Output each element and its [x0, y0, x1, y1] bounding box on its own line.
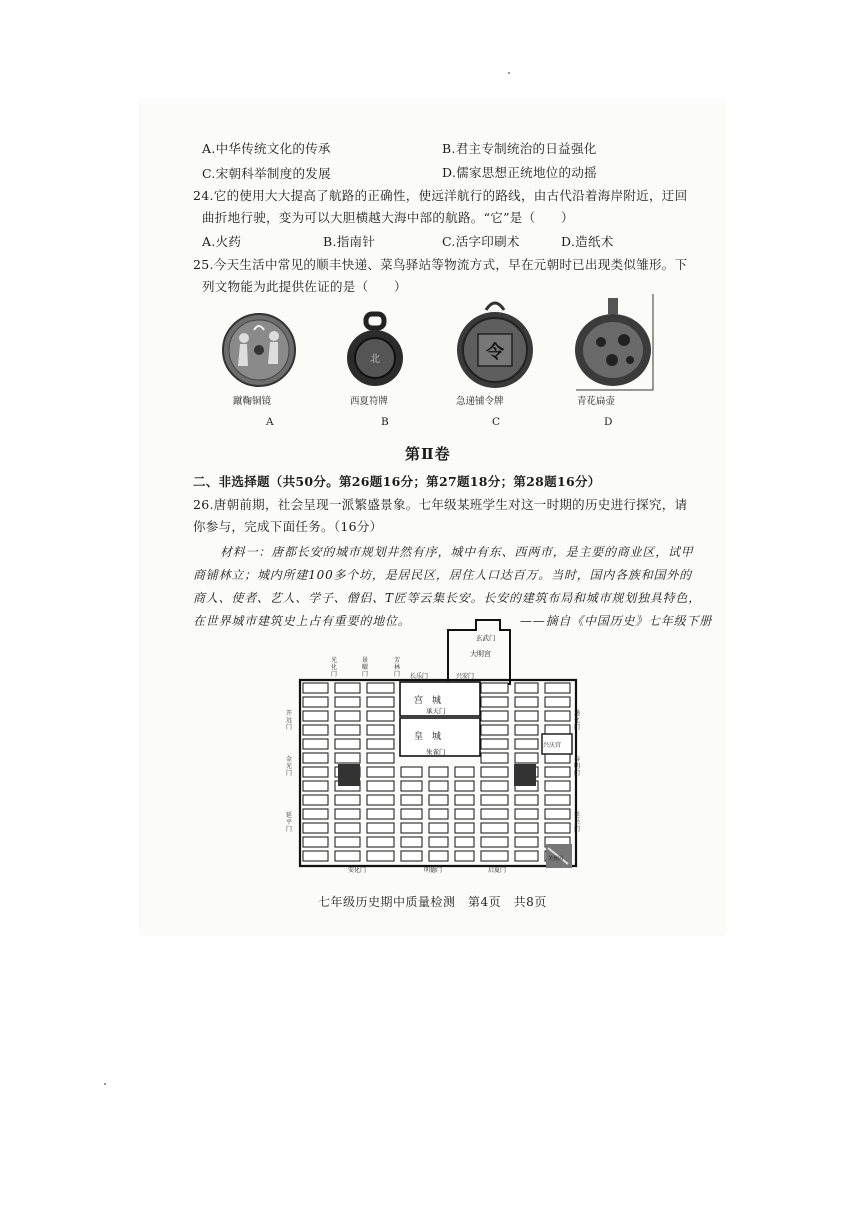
ward-block [455, 809, 474, 819]
q23-option-c: C.宋朝科举制度的发展 [202, 166, 331, 181]
ward-block [303, 767, 328, 777]
material1-line2: 商铺林立；城内所建100多个坊，是居民区，居住人口达百万。当时，国内各族和国外的 [193, 568, 692, 582]
ward-block [335, 795, 360, 805]
ward-block [455, 851, 474, 861]
ward-block [367, 767, 394, 777]
east-gate-tonghua: 通化门 [574, 710, 581, 731]
south-gate-anhua: 安化门 [348, 867, 367, 874]
changle-gate-label: 长乐门 [410, 673, 429, 680]
ward-block [303, 753, 328, 763]
ward-block [367, 683, 394, 693]
ward-block [545, 823, 570, 833]
ward-block [367, 781, 394, 791]
ward-block [481, 683, 508, 693]
furongyuan-label: 芙蓉园 [548, 856, 564, 862]
ward-block [455, 767, 474, 777]
ward-block [545, 781, 570, 791]
ward-block [401, 767, 422, 777]
ward-block [303, 711, 328, 721]
ward-block [335, 809, 360, 819]
ward-block [401, 809, 422, 819]
ward-block [515, 725, 538, 735]
ward-block [303, 837, 328, 847]
porcelain-flask-image [568, 294, 658, 394]
bronze-mirror-image [214, 310, 304, 390]
ward-block [303, 809, 328, 819]
ward-block [429, 767, 448, 777]
q25-line1: 25.今天生活中常见的顺丰快递、菜鸟驿站等物流方式，早在元朝时已出现类似雏形。下 [193, 257, 688, 272]
artifact-c-caption: 急递铺令牌 [456, 396, 504, 407]
q26-line1: 26.唐朝前期，社会呈现一派繁盛景象。七年级某班学生对这一时期的历史进行探究，请 [193, 497, 688, 512]
material1-line4: 在世界城市建筑史上占有重要的地位。 [193, 614, 411, 628]
ward-block [367, 809, 394, 819]
palace-city-label: 宫 城 [414, 696, 442, 706]
material1-line3: 商人、使者、艺人、学子、僧侣、T匠等云集长安。长安的建筑布局和城市规划独具特色， [193, 591, 702, 605]
ward-block [515, 851, 538, 861]
exam-page [140, 100, 725, 935]
q24-line2: 曲折地行驶，变为可以大胆横越大海中部的航路。“它”是（ ） [202, 210, 574, 225]
east-gate-chunming: 春明门 [574, 756, 581, 777]
material1-line1: 材料一：唐都长安的城市规划井然有序，城中有东、西两市，是主要的商业区，试甲 [220, 545, 694, 559]
artifact-a-caption: 蹴鞠铜镜 [233, 396, 272, 407]
ward-block [401, 823, 422, 833]
ward-block [515, 739, 538, 749]
ward-block [481, 739, 508, 749]
south-gate-mingde: 明德门 [424, 867, 443, 874]
ward-block [303, 739, 328, 749]
ward-block [335, 697, 360, 707]
ward-block [481, 795, 508, 805]
artifact-d-caption: 青花扁壶 [577, 396, 616, 407]
ward-block [401, 851, 422, 861]
daming-palace-label: 大明宫 [470, 650, 491, 658]
ward-block [481, 851, 508, 861]
section-header: 二、非选择题（共50分。第26题16分；第27题18分；第28题16分） [193, 474, 601, 489]
q23-option-a: A.中华传统文化的传承 [202, 141, 331, 156]
ward-block [335, 725, 360, 735]
ward-block [335, 823, 360, 833]
xuanwu-gate-label: 玄武门 [476, 634, 496, 642]
ward-block [335, 683, 360, 693]
north-gate-guanghua: 光化门 [331, 657, 338, 678]
ward-block [481, 697, 508, 707]
ward-block [545, 767, 570, 777]
ward-block [367, 711, 394, 721]
ward-block [545, 795, 570, 805]
ward-block [303, 683, 328, 693]
artifact-b-caption: 西夏符牌 [350, 396, 389, 407]
ward-block [303, 781, 328, 791]
ward-block [335, 753, 360, 763]
ward-block [515, 697, 538, 707]
q24-line1: 24.它的使用大大提高了航路的正确性，使远洋航行的路线，由古代沿着海岸附近，迂回 [193, 188, 688, 203]
q24-option-c: C.活字印刷术 [442, 234, 520, 249]
scan-speck [508, 72, 510, 74]
zhuque-gate-label: 朱雀门 [426, 748, 446, 756]
courier-token-image [450, 296, 540, 390]
token-glyph: 令 [486, 342, 504, 363]
ward-block [481, 753, 508, 763]
north-gate-jingyao: 景曜门 [362, 657, 369, 678]
changan-city-map [288, 616, 588, 874]
south-gate-qixia: 启夏门 [488, 867, 507, 874]
ward-block [545, 711, 570, 721]
ward-block [481, 781, 508, 791]
ward-block [303, 725, 328, 735]
ward-block [429, 837, 448, 847]
artifact-c-letter: C [492, 416, 501, 428]
ward-block [367, 753, 394, 763]
ward-block [367, 739, 394, 749]
east-gate-yanxing: 延兴门 [574, 812, 581, 833]
ward-block [367, 795, 394, 805]
ward-block [429, 795, 448, 805]
north-gate-fanglin: 芳林门 [394, 657, 401, 678]
ward-block [455, 781, 474, 791]
ward-block [367, 697, 394, 707]
q24-option-a: A.火药 [202, 234, 242, 249]
ward-block [335, 711, 360, 721]
west-gate-jinguang: 金光门 [286, 756, 293, 777]
ward-block [335, 837, 360, 847]
ward-block [545, 809, 570, 819]
ward-block [455, 823, 474, 833]
ward-block [515, 795, 538, 805]
section-title: 第Ⅱ卷 [405, 445, 451, 463]
page-footer: 七年级历史期中质量检测 第4页 共8页 [318, 895, 547, 909]
ward-block [545, 697, 570, 707]
q26-line2: 你参与，完成下面任务。（16分） [193, 519, 383, 534]
xingan-gate-label: 兴安门 [456, 673, 475, 680]
ward-block [481, 809, 508, 819]
q24-option-b: B.指南针 [323, 234, 376, 249]
ward-block [401, 795, 422, 805]
west-gate-yanping: 延平门 [286, 812, 293, 833]
ward-block [303, 823, 328, 833]
ward-block [367, 837, 394, 847]
ward-block [367, 725, 394, 735]
ward-block [429, 823, 448, 833]
q23-option-b: B.君主专制统治的日益强化 [442, 141, 597, 156]
ward-block [367, 851, 394, 861]
ward-block [455, 795, 474, 805]
q25-line2: 列文物能为此提供佐证的是（ ） [202, 279, 407, 294]
ward-block [429, 781, 448, 791]
ward-block [401, 837, 422, 847]
xixia-token-image [340, 310, 410, 390]
material1-source: ——摘自《中国历史》七年级下册 [520, 614, 713, 628]
ward-block [429, 809, 448, 819]
ward-block [481, 725, 508, 735]
ward-block [401, 781, 422, 791]
artifact-d-letter: D [604, 416, 613, 428]
ward-block [303, 795, 328, 805]
ward-block [303, 697, 328, 707]
chengtian-gate-label: 承天门 [426, 707, 446, 715]
xingqing-palace-label: 兴庆宫 [543, 742, 562, 749]
ward-block [515, 711, 538, 721]
scan-speck [104, 1083, 106, 1085]
ward-block [455, 837, 474, 847]
ward-block [545, 683, 570, 693]
artifact-b-letter: B [381, 416, 389, 428]
ward-block [481, 823, 508, 833]
imperial-city-label: 皇 城 [414, 732, 442, 742]
ward-block [481, 837, 508, 847]
artifact-a-letter: A [266, 416, 274, 428]
west-gate-kaiyuan: 开远门 [286, 710, 293, 731]
ward-block [303, 851, 328, 861]
ward-block [335, 851, 360, 861]
ward-block [515, 683, 538, 693]
svg-text:北: 北 [370, 354, 380, 365]
ward-block [481, 711, 508, 721]
q24-option-d: D.造纸术 [561, 234, 614, 249]
ward-block [429, 851, 448, 861]
ward-block [515, 753, 538, 763]
ward-block [335, 739, 360, 749]
ward-block [515, 823, 538, 833]
ward-block [515, 809, 538, 819]
ward-block [515, 837, 538, 847]
q23-option-d: D.儒家思想正统地位的动摇 [442, 165, 597, 180]
ward-block [481, 767, 508, 777]
ward-block [367, 823, 394, 833]
